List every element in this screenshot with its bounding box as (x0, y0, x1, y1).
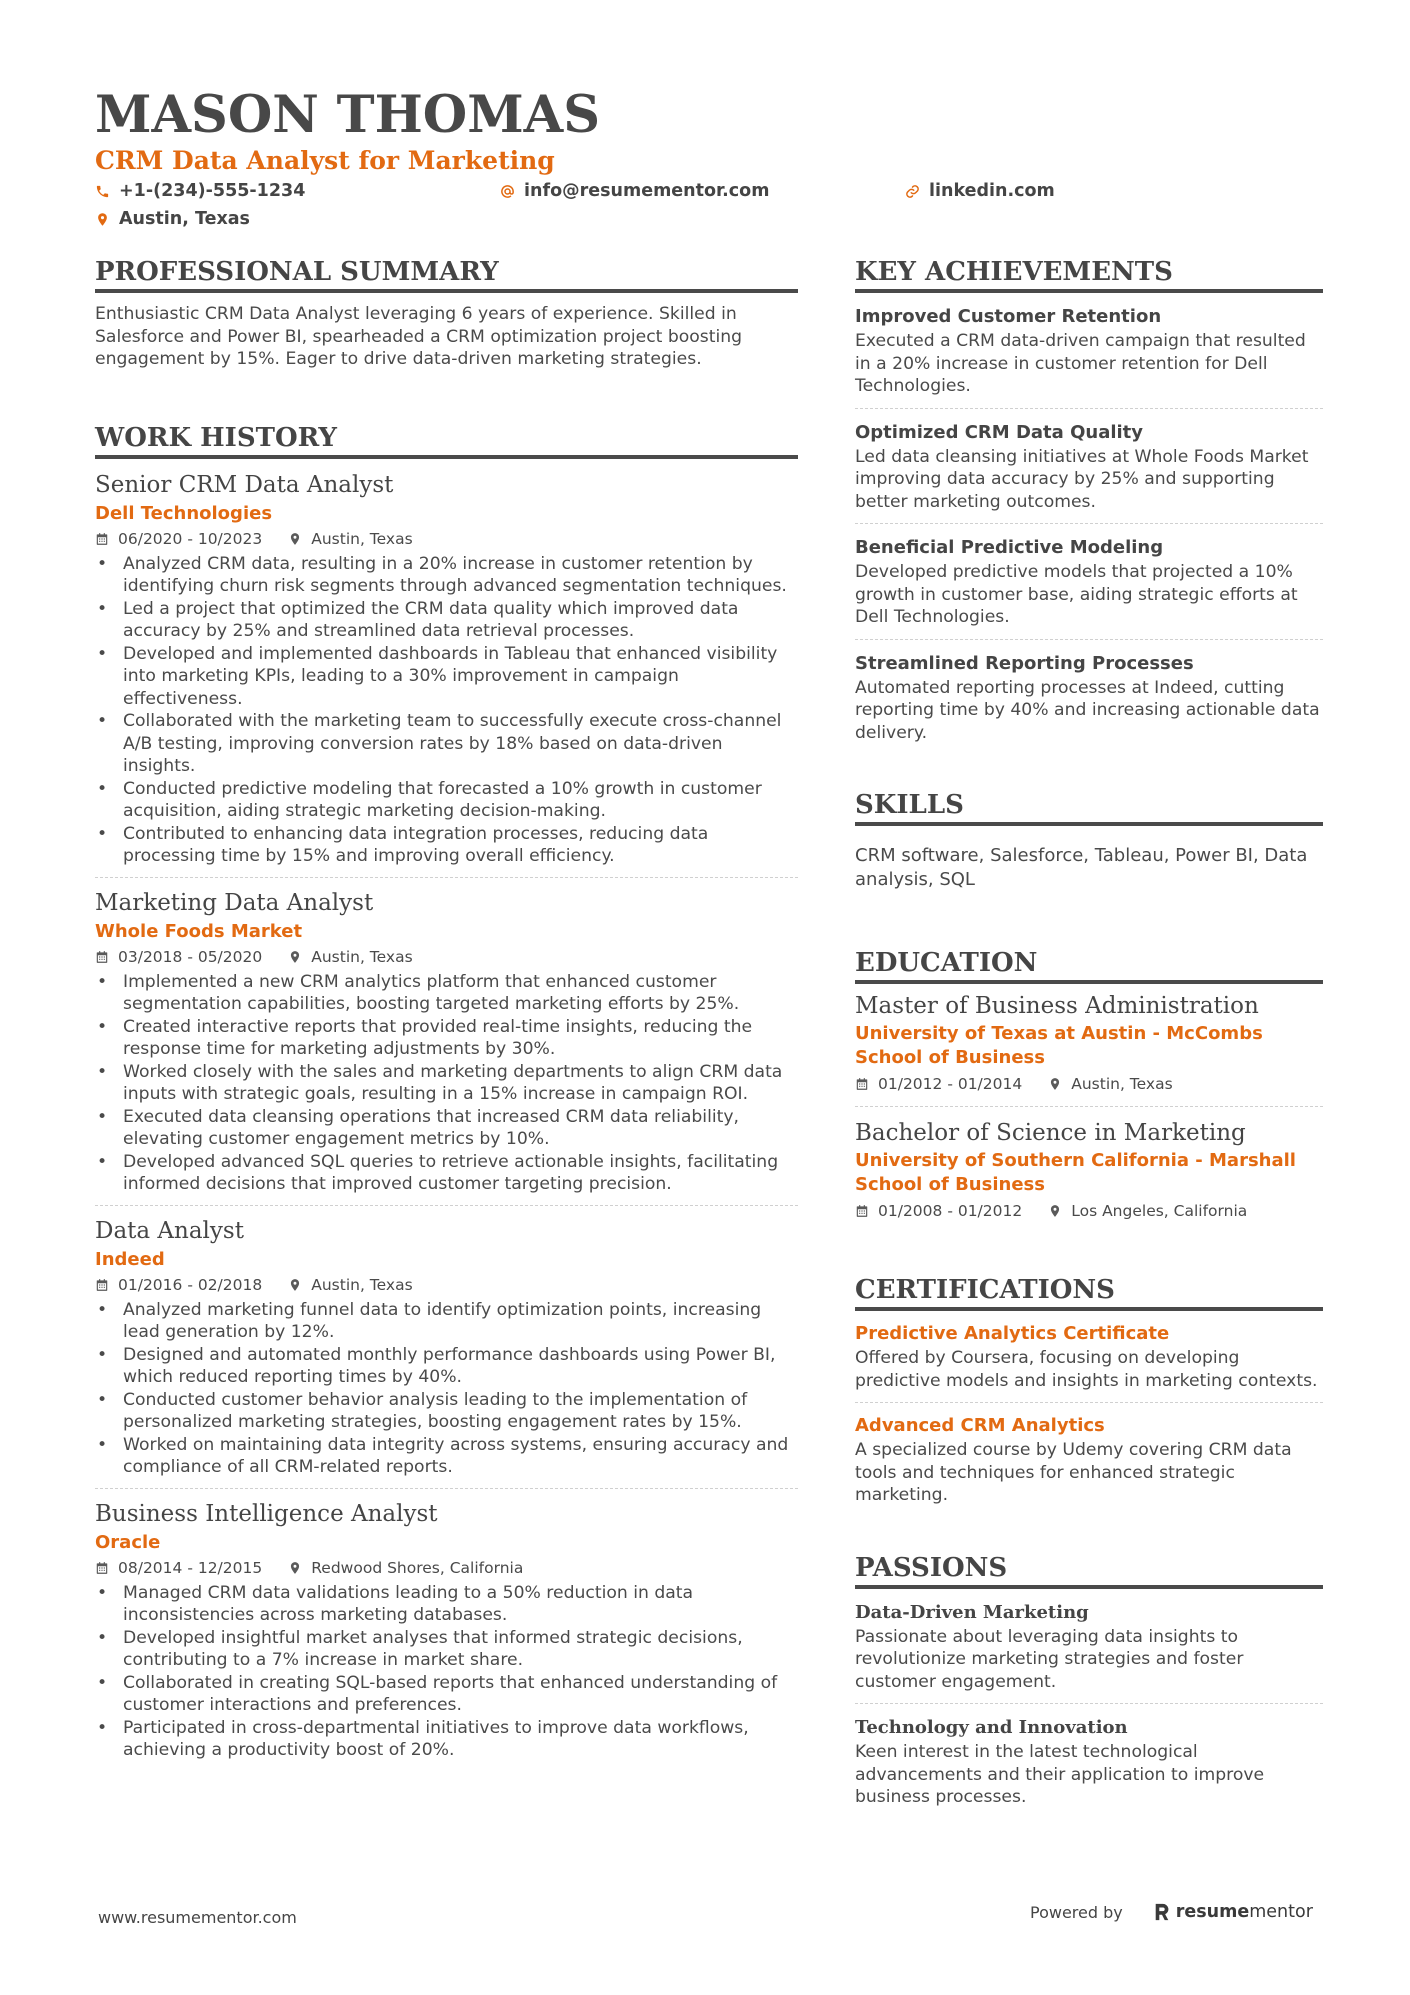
degree-title: Bachelor of Science in Marketing (855, 1120, 1246, 1146)
certification-title: Predictive Analytics Certificate (855, 1323, 1170, 1344)
calendar-icon (95, 950, 109, 964)
job-location (288, 1273, 412, 1297)
job-entry (95, 1498, 798, 1771)
location-pin-icon (288, 1278, 302, 1292)
job-dates: 03/2018 - 05/2020 (118, 947, 263, 966)
job-location-text: Austin, Texas (311, 1275, 413, 1294)
achievement-item (855, 419, 1323, 525)
education-meta (855, 1072, 1323, 1096)
bullet-item: • Analyzed marketing funnel data to identify optimization points, increasing lead generation by 12%. (95, 1299, 798, 1344)
certifications-heading: CERTIFICATIONS (855, 1273, 1323, 1311)
education-location-text: Los Angeles, California (1071, 1202, 1248, 1220)
degree-title: Master of Business Administration (855, 993, 1259, 1019)
summary-text: Enthusiastic CRM Data Analyst leveraging 6 years of experience. Skilled in Salesforce and Power BI, spearheaded a CRM optimization project boosting engagement by 15%. Eager to drive data-driven marketing strategies. (95, 304, 743, 369)
work-history-heading: WORK HISTORY (95, 421, 798, 459)
passion-item (855, 1714, 1323, 1819)
bullet-item: • Developed advanced SQL queries to retrieve actionable insights, facilitating informed decisions that improved customer targeting precision. (95, 1151, 798, 1196)
job-meta (95, 527, 798, 551)
bullet-item: • Collaborated in creating SQL-based reports that enhanced understanding of customer interactions and preferences. (95, 1672, 798, 1717)
phone-text: +1-(234)-555-1234 (119, 181, 306, 201)
bullet-item: • Developed insightful market analyses that informed strategic decisions, contributing to a 7% increase in market share. (95, 1627, 798, 1672)
bullet-item: • Worked closely with the sales and marketing departments to align CRM data inputs with strategic goals, resulting in a 15% increase in campaign ROI. (95, 1061, 798, 1106)
skills-heading: SKILLS (855, 788, 1323, 826)
job-location (288, 945, 412, 969)
location-pin-icon (288, 532, 302, 546)
education-item (855, 1117, 1323, 1233)
resume-header (95, 85, 1325, 232)
contact-location (95, 209, 250, 229)
powered-by-text: Powered by (1030, 1902, 1123, 1922)
contact-row-2 (95, 206, 1325, 232)
job-dates: 06/2020 - 10/2023 (118, 529, 263, 548)
achievement-item (855, 534, 1323, 640)
job-bullets (95, 553, 798, 868)
job-meta (95, 1556, 798, 1580)
certification-item (855, 1321, 1323, 1403)
contact-phone[interactable] (95, 181, 500, 201)
certification-item (855, 1413, 1323, 1517)
education-dates: 01/2008 - 01/2012 (878, 1202, 1023, 1220)
job-title: Data Analyst (95, 1217, 244, 1244)
resumementor-logo[interactable] (1153, 1902, 1313, 1922)
resumementor-logo-icon (1153, 1902, 1171, 1922)
achievement-text: Executed a CRM data-driven campaign that resulted in a 20% increase in customer retention for Dell Technologies. (855, 331, 1306, 396)
school-name: University of Texas at Austin - McCombs School of Business (855, 1023, 1263, 1068)
company-name: Indeed (95, 1248, 165, 1270)
passion-text: Passionate about leveraging data insights to revolutionize marketing strategies and foster customer engagement. (855, 1626, 1244, 1692)
education-heading: EDUCATION (855, 946, 1323, 984)
calendar-icon (855, 1204, 869, 1218)
location-pin-icon (95, 212, 110, 227)
location-pin-icon (288, 1561, 302, 1575)
achievement-title: Streamlined Reporting Processes (855, 652, 1194, 674)
job-title: Business Intelligence Analyst (95, 1500, 438, 1527)
contact-row (95, 178, 1325, 204)
passions-heading: PASSIONS (855, 1551, 1323, 1589)
achievement-text: Developed predictive models that projected a 10% growth in customer base, aiding strategic efforts at Dell Technologies. (855, 562, 1298, 627)
education-section (855, 946, 1323, 1233)
bullet-item: • Worked on maintaining data integrity across systems, ensuring accuracy and compliance of all CRM-related reports. (95, 1434, 798, 1479)
certification-title: Advanced CRM Analytics (855, 1415, 1105, 1436)
link-icon (905, 184, 920, 199)
job-bullets (95, 971, 798, 1196)
company-name: Oracle (95, 1531, 161, 1553)
candidate-name: MASON THOMAS (95, 85, 601, 145)
location-pin-icon (1048, 1077, 1062, 1091)
bullet-item: • Conducted customer behavior analysis leading to the implementation of personalized marketing strategies, boosting engagement rates by 15%. (95, 1389, 798, 1434)
location-pin-icon (288, 950, 302, 964)
job-dates: 01/2016 - 02/2018 (118, 1275, 263, 1294)
achievement-item (855, 650, 1323, 755)
achievement-title: Optimized CRM Data Quality (855, 421, 1144, 443)
job-title: CRM Data Analyst for Marketing (95, 146, 555, 175)
phone-icon (95, 184, 110, 199)
passion-text: Keen interest in the latest technological advancements and their application to improve business processes. (855, 1742, 1265, 1807)
passion-item (855, 1599, 1323, 1705)
bullet-item: • Participated in cross-departmental initiatives to improve data workflows, achieving a productivity boost of 20%. (95, 1717, 798, 1762)
job-location (288, 1556, 523, 1580)
bullet-item: • Executed data cleansing operations that increased CRM data reliability, elevating customer engagement metrics by 10%. (95, 1106, 798, 1151)
footer-website[interactable]: www.resumementor.com (98, 1908, 297, 1927)
calendar-icon (855, 1077, 869, 1091)
job-entry (95, 1215, 798, 1489)
bullet-item: • Developed and implemented dashboards in Tableau that enhanced visibility into marketing KPIs, leading to a 30% improvement in campaign effectiveness. (95, 643, 798, 711)
education-location (1048, 1199, 1247, 1223)
company-name: Dell Technologies (95, 502, 273, 524)
education-location (1048, 1072, 1172, 1096)
achievements-heading: KEY ACHIEVEMENTS (855, 255, 1323, 293)
work-history-section (95, 421, 798, 1771)
bullet-item: • Managed CRM data validations leading to a 50% reduction in data inconsistencies across marketing databases. (95, 1582, 798, 1627)
job-title: Marketing Data Analyst (95, 889, 374, 916)
job-bullets (95, 1299, 798, 1479)
logo-text (1176, 1902, 1313, 1922)
calendar-icon (95, 532, 109, 546)
job-location (288, 527, 412, 551)
job-bullets (95, 1582, 798, 1762)
job-dates: 08/2014 - 12/2015 (118, 1558, 263, 1577)
left-column (95, 255, 798, 1780)
contact-linkedin[interactable] (905, 181, 1055, 201)
location-pin-icon (1048, 1204, 1062, 1218)
job-location-text: Redwood Shores, California (311, 1558, 524, 1577)
certification-text: Offered by Coursera, focusing on developing predictive models and insights in marketing contexts. (855, 1348, 1318, 1391)
logo-text-bold: resume (1175, 1902, 1250, 1922)
location-text: Austin, Texas (119, 209, 250, 229)
bullet-item: • Conducted predictive modeling that forecasted a 10% growth in customer acquisition, aiding strategic marketing decision-making. (95, 778, 798, 823)
education-meta (855, 1199, 1323, 1223)
at-icon (500, 184, 515, 199)
job-entry (95, 887, 798, 1206)
bullet-item: • Analyzed CRM data, resulting in a 20% increase in customer retention by identifying churn risk segments through advanced segmentation techniques. (95, 553, 798, 598)
passion-title: Data-Driven Marketing (855, 1601, 1089, 1623)
achievements-section (855, 255, 1323, 754)
bullet-item: • Led a project that optimized the CRM data quality which improved data accuracy by 25% and streamlined data retrieval processes. (95, 598, 798, 643)
footer-branding (1030, 1902, 1313, 1922)
job-title: Senior CRM Data Analyst (95, 471, 394, 498)
skills-section (855, 788, 1323, 892)
bullet-item: • Created interactive reports that provided real-time insights, reducing the response time for marketing adjustments by 30%. (95, 1016, 798, 1061)
summary-heading: PROFESSIONAL SUMMARY (95, 255, 798, 293)
bullet-item: • Collaborated with the marketing team to successfully execute cross-channel A/B testing, improving conversion rates by 18% based on data-driven insights. (95, 710, 798, 778)
certification-text: A specialized course by Udemy covering CRM data tools and techniques for enhanced strategic marketing. (855, 1440, 1292, 1505)
linkedin-text: linkedin.com (929, 181, 1055, 201)
bullet-item: • Implemented a new CRM analytics platform that enhanced customer segmentation capabilities, boosting targeted marketing efforts by 25%. (95, 971, 798, 1016)
achievement-title: Improved Customer Retention (855, 306, 1162, 327)
job-meta (95, 945, 798, 969)
achievement-text: Led data cleansing initiatives at Whole Foods Market improving data accuracy by 25% and supporting better marketing outcomes. (855, 446, 1309, 512)
passion-title: Technology and Innovation (855, 1717, 1128, 1738)
calendar-icon (95, 1561, 109, 1575)
email-text: info@resumementor.com (524, 181, 770, 201)
right-column (855, 255, 1323, 1829)
summary-section (95, 255, 798, 371)
achievement-text: Automated reporting processes at Indeed, cutting reporting time by 40% and increasing actionable data delivery. (855, 677, 1320, 743)
school-name: University of Southern California - Marshall School of Business (855, 1150, 1296, 1195)
job-entry (95, 469, 798, 878)
passions-section (855, 1551, 1323, 1819)
achievement-title: Beneficial Predictive Modeling (855, 537, 1164, 558)
logo-text-light: mentor (1249, 1902, 1313, 1922)
skills-text: CRM software, Salesforce, Tableau, Power BI, Data analysis, SQL (855, 845, 1308, 890)
achievement-item (855, 303, 1323, 409)
bullet-item: • Contributed to enhancing data integration processes, reducing data processing time by 15% and improving overall efficiency. (95, 823, 798, 868)
contact-email[interactable] (500, 181, 905, 201)
education-item (855, 990, 1323, 1107)
calendar-icon (95, 1278, 109, 1292)
bullet-item: • Designed and automated monthly performance dashboards using Power BI, which reduced reporting times by 40%. (95, 1344, 798, 1389)
company-name: Whole Foods Market (95, 920, 303, 942)
certifications-section (855, 1273, 1323, 1517)
job-location-text: Austin, Texas (311, 947, 413, 966)
job-location-text: Austin, Texas (311, 529, 413, 548)
job-meta (95, 1273, 798, 1297)
education-dates: 01/2012 - 01/2014 (878, 1075, 1023, 1093)
education-location-text: Austin, Texas (1071, 1075, 1173, 1093)
